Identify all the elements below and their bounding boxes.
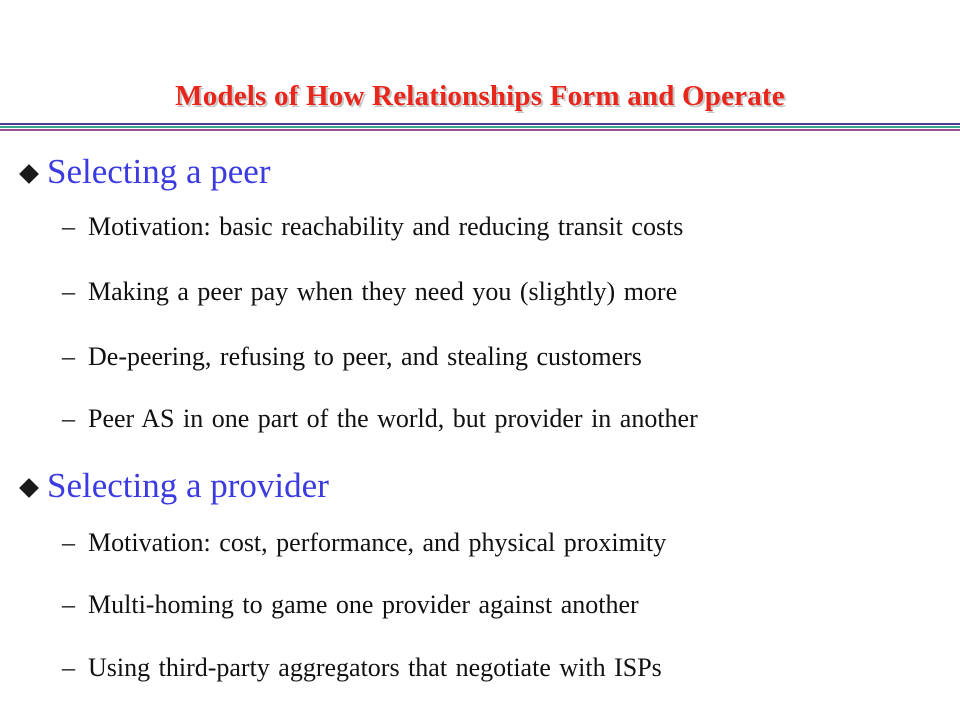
sub-item [62, 401, 698, 437]
dash-marker: – [62, 404, 75, 433]
diamond-bullet-icon [19, 478, 39, 498]
sub-item-text: Using third-party aggregators that negotiate with ISPs [88, 653, 662, 682]
sub-item [62, 274, 677, 310]
divider-line-bottom [0, 129, 960, 131]
sub-item [62, 209, 683, 245]
dash-marker: – [62, 590, 75, 619]
divider-line-top [0, 123, 960, 125]
sub-item-text: Motivation: cost, performance, and physical proximity [88, 528, 667, 557]
diamond-bullet-icon [19, 164, 39, 184]
dash-marker: – [62, 277, 75, 306]
sub-item [62, 525, 666, 561]
dash-marker: – [62, 212, 75, 241]
sub-item [62, 650, 662, 686]
dash-marker: – [62, 653, 75, 682]
sub-item-text: Motivation: basic reachability and reducing transit costs [88, 212, 684, 241]
bullet-heading: Selecting a provider [47, 466, 329, 505]
divider-line-middle [0, 126, 960, 128]
sub-item-text: Peer AS in one part of the world, but provider in another [88, 404, 698, 433]
dash-marker: – [62, 342, 75, 371]
dash-marker: – [62, 528, 75, 557]
bullet-selecting-a-peer [22, 148, 271, 196]
bullet-selecting-a-provider [22, 462, 329, 510]
bullet-heading: Selecting a peer [47, 152, 271, 191]
title-divider [0, 123, 960, 133]
sub-item-text: Making a peer pay when they need you (slightly) more [88, 277, 678, 306]
sub-item [62, 587, 639, 623]
slide-title: Models of How Relationships Form and Operate [175, 80, 785, 112]
sub-item-text: Multi-homing to game one provider against another [88, 590, 639, 619]
sub-item-text: De-peering, refusing to peer, and stealing customers [88, 342, 642, 371]
sub-item [62, 339, 642, 375]
